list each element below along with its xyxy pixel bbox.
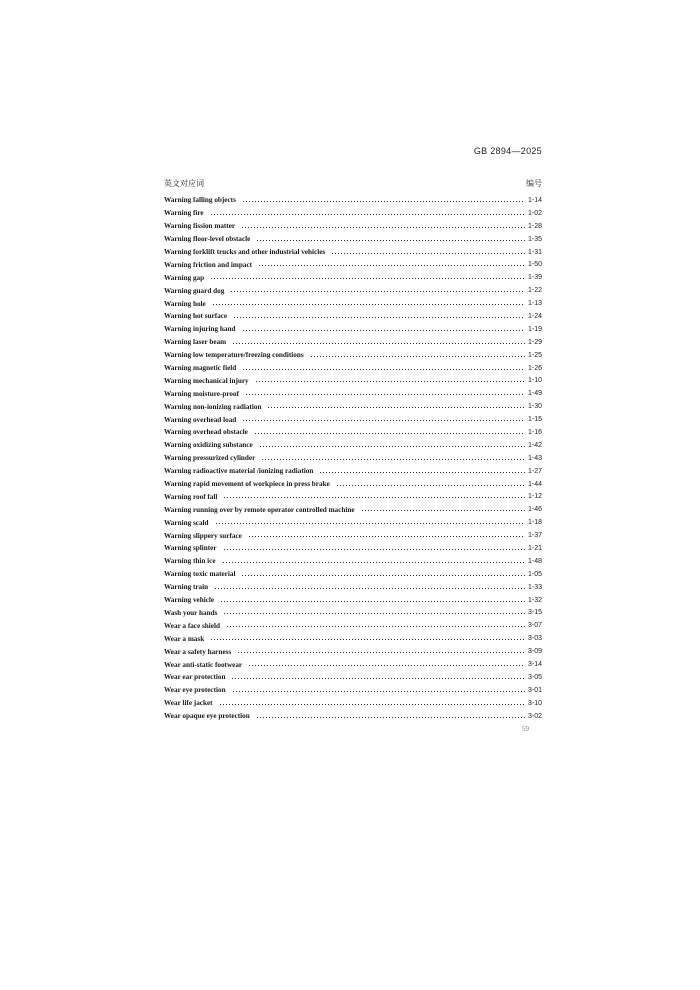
entry-term: Wear a mask <box>164 634 205 643</box>
entry-code: 1-30 <box>527 403 542 411</box>
dot-leader <box>219 704 525 705</box>
list-item <box>164 619 542 632</box>
entry-term: Warning overhead obstacle <box>164 428 248 437</box>
dot-leader <box>256 717 525 718</box>
list-item <box>164 310 542 323</box>
entry-code: 1-44 <box>527 480 542 488</box>
entry-code: 1-50 <box>527 261 542 269</box>
list-item <box>164 233 542 246</box>
dot-leader <box>210 639 525 640</box>
entry-code: 1-25 <box>527 351 542 359</box>
entry-code: 1-13 <box>527 300 542 308</box>
dot-leader <box>242 369 525 370</box>
entry-code: 1-26 <box>527 364 542 372</box>
entry-code: 1-31 <box>527 248 542 256</box>
entry-term: Warning gap <box>164 273 205 282</box>
entry-term: Warning overhead load <box>164 415 237 424</box>
entry-term: Warning pressurized cylinder <box>164 454 256 463</box>
dot-leader <box>223 613 525 614</box>
entry-term: Warning low temperature/freezing conditions <box>164 351 304 360</box>
list-item <box>164 220 542 233</box>
list-item <box>164 684 542 697</box>
entry-code: 1-16 <box>527 428 542 436</box>
list-item <box>164 452 542 465</box>
dot-leader <box>336 485 525 486</box>
dot-leader <box>226 626 525 627</box>
dot-leader <box>231 678 525 679</box>
list-item <box>164 516 542 529</box>
entry-code: 1-32 <box>527 596 542 604</box>
dot-leader <box>223 549 525 550</box>
list-item <box>164 710 542 723</box>
list-item <box>164 529 542 542</box>
dot-leader <box>245 394 525 395</box>
entry-term: Wear eye protection <box>164 686 226 695</box>
dot-leader <box>214 588 525 589</box>
entry-code: 1-24 <box>527 312 542 320</box>
entry-code: 1-12 <box>527 493 542 501</box>
dot-leader <box>259 446 525 447</box>
entry-term: Wear a safety harness <box>164 647 232 656</box>
dot-leader <box>232 343 525 344</box>
entry-code: 1-43 <box>527 454 542 462</box>
entry-code: 1-15 <box>527 416 542 424</box>
dot-leader <box>222 562 525 563</box>
list-item <box>164 581 542 594</box>
entry-term: Warning floor-level obstacle <box>164 235 251 244</box>
entry-term: Warning magnetic field <box>164 364 237 373</box>
entry-term: Warning slippery surface <box>164 531 242 540</box>
dot-leader <box>233 317 525 318</box>
entry-code: 1-48 <box>527 557 542 565</box>
entry-code: 1-46 <box>527 506 542 514</box>
entry-term: Warning injuring hand <box>164 325 236 334</box>
entry-term: Wear life jacket <box>164 699 213 708</box>
entry-term: Wear ear protection <box>164 673 226 682</box>
dot-leader <box>361 510 525 511</box>
entry-term: Warning friction and impact <box>164 260 253 269</box>
entry-code: 3-10 <box>527 699 542 707</box>
entry-term: Wear a face shield <box>164 621 220 630</box>
list-item <box>164 542 542 555</box>
list-item <box>164 426 542 439</box>
dot-leader <box>255 381 525 382</box>
dot-leader <box>241 227 525 228</box>
entry-code: 3-09 <box>527 648 542 656</box>
list-item <box>164 697 542 710</box>
entry-term: Warning non-ionizing radiation <box>164 402 262 411</box>
list-item <box>164 207 542 220</box>
list-item <box>164 568 542 581</box>
dot-leader <box>310 356 525 357</box>
list-item <box>164 349 542 362</box>
dot-leader <box>215 523 525 524</box>
entry-code: 1-21 <box>527 544 542 552</box>
entry-code: 3-03 <box>527 635 542 643</box>
list-item <box>164 439 542 452</box>
entry-term: Warning moisture-proof <box>164 389 240 398</box>
list-item <box>164 362 542 375</box>
list-item <box>164 336 542 349</box>
entry-term: Warning roof fall <box>164 492 218 501</box>
entry-code: 1-18 <box>527 519 542 527</box>
dot-leader <box>248 665 525 666</box>
list-item <box>164 671 542 684</box>
list-item <box>164 555 542 568</box>
entry-term: Warning toxic material <box>164 570 236 579</box>
dot-leader <box>232 691 525 692</box>
dot-leader <box>230 291 525 292</box>
entry-code: 1-37 <box>527 532 542 540</box>
entry-term: Warning radioactive material /ionizing radiation <box>164 467 314 476</box>
list-item <box>164 400 542 413</box>
list-item <box>164 478 542 491</box>
dot-leader <box>254 433 525 434</box>
list-item <box>164 658 542 671</box>
standard-number: GB 2894—2025 <box>473 146 542 156</box>
entry-code: 1-29 <box>527 338 542 346</box>
entry-term: Warning splinter <box>164 544 217 553</box>
list-item <box>164 503 542 516</box>
entry-code: 3-07 <box>527 622 542 630</box>
entry-term: Wear opaque eye protection <box>164 712 250 721</box>
entry-code: 1-35 <box>527 235 542 243</box>
dot-leader <box>242 420 525 421</box>
list-item <box>164 297 542 310</box>
entry-term: Warning vehicle <box>164 596 215 605</box>
entry-code: 3-02 <box>527 712 542 720</box>
dot-leader <box>241 575 525 576</box>
entry-code: 3-01 <box>527 686 542 694</box>
entry-code: 1-39 <box>527 274 542 282</box>
entry-term: Warning falling objects <box>164 196 236 205</box>
dot-leader <box>242 201 525 202</box>
dot-leader <box>248 536 525 537</box>
entry-term: Warning fission matter <box>164 222 236 231</box>
dot-leader <box>210 214 525 215</box>
dot-leader <box>267 407 525 408</box>
entry-code: 1-10 <box>527 377 542 385</box>
entry-term: Warning forklift trucks and other industrial vehicles <box>164 248 326 256</box>
list-item <box>164 632 542 645</box>
dot-leader <box>242 330 525 331</box>
entry-term: Warning rapid movement of workpiece in press brake <box>164 480 330 489</box>
entry-code: 3-14 <box>527 661 542 668</box>
entry-code: 1-02 <box>527 209 542 217</box>
list-item <box>164 246 542 259</box>
list-item <box>164 271 542 284</box>
entry-term: Wear anti-static footwear <box>164 660 243 669</box>
entry-code: 1-22 <box>527 287 542 295</box>
list-item <box>164 323 542 336</box>
entry-term: Warning mechanical injury <box>164 376 249 385</box>
entry-term: Warning guard dog <box>164 286 225 295</box>
entry-code: 1-28 <box>527 222 542 230</box>
entry-term: Warning train <box>164 583 209 592</box>
list-item <box>164 194 542 207</box>
dot-leader <box>256 240 525 241</box>
entry-term: Warning hot surface <box>164 312 228 321</box>
index-list <box>164 194 542 723</box>
column-header-code: 编号 <box>526 179 542 188</box>
dot-leader <box>220 601 525 602</box>
list-item <box>164 284 542 297</box>
dot-leader <box>210 278 525 279</box>
entry-code: 1-42 <box>527 441 542 449</box>
list-item <box>164 413 542 426</box>
list-item <box>164 374 542 387</box>
list-item <box>164 387 542 400</box>
entry-term: Warning thin ice <box>164 557 216 566</box>
entry-term: Warning hole <box>164 299 206 308</box>
list-item <box>164 490 542 503</box>
entry-code: 1-27 <box>527 467 542 475</box>
entry-term: Warning laser beam <box>164 338 227 347</box>
entry-code: 3-05 <box>527 673 542 681</box>
dot-leader <box>258 265 525 266</box>
entry-code: 1-19 <box>527 325 542 333</box>
page-number: 59 <box>522 725 529 733</box>
dot-leader <box>223 497 525 498</box>
table-header <box>164 178 542 192</box>
list-item <box>164 645 542 658</box>
dot-leader <box>212 304 525 305</box>
list-item <box>164 465 542 478</box>
entry-term: Warning fire <box>164 209 204 218</box>
entry-term: Warning scald <box>164 518 209 527</box>
entry-term: Wash your hands <box>164 608 218 617</box>
entry-code: 1-14 <box>527 196 542 204</box>
entry-code: 1-05 <box>527 570 542 578</box>
list-item <box>164 258 542 271</box>
dot-leader <box>261 459 525 460</box>
entry-term: Warning oxidizing substance <box>164 441 253 450</box>
entry-term: Warning running over by remote operator controlled machine <box>164 505 355 514</box>
entry-code: 3-15 <box>527 609 542 617</box>
entry-code: 1-33 <box>527 583 542 591</box>
dot-leader <box>319 472 525 473</box>
list-item <box>164 594 542 607</box>
list-item <box>164 607 542 620</box>
dot-leader <box>331 253 525 254</box>
column-header-english-term: 英文对应词 <box>164 179 204 188</box>
entry-code: 1-49 <box>527 390 542 398</box>
dot-leader <box>237 652 525 653</box>
